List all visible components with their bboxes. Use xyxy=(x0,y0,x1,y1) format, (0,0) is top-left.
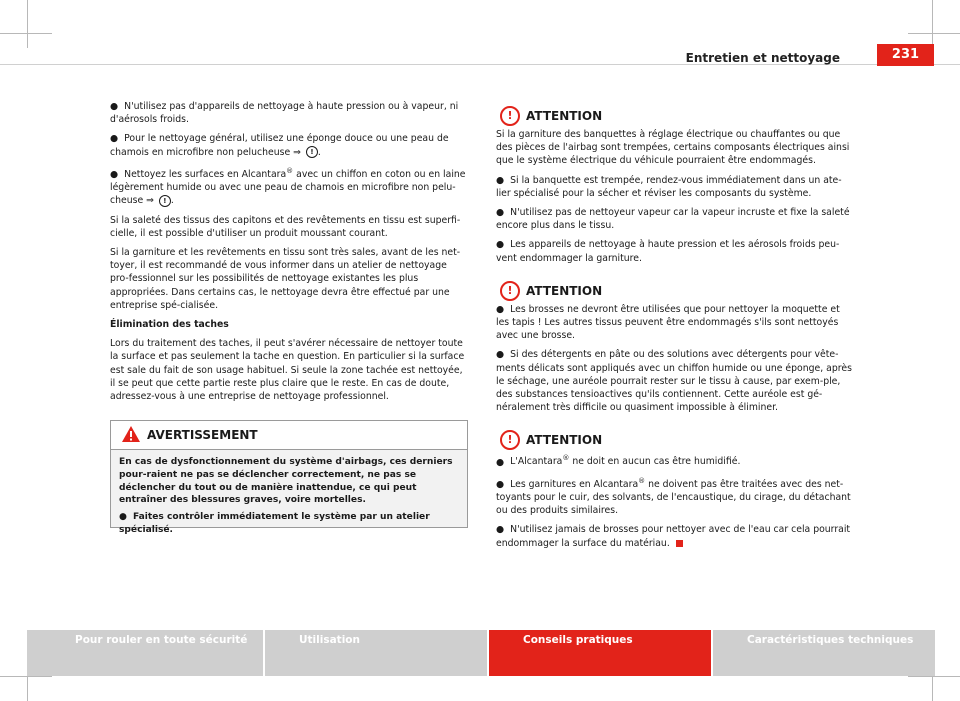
warning-body: En cas de dysfonctionnement du système d'airbags, ces derniers pour-raient ne pas se déclencher correctement, ne pas se déclencher du tout ou de manière inattendue, ce qui peut entraîner des blessures graves, voire mortelles. ● Faites contrôler immédiatement le système par un atelier spécialisé. xyxy=(119,457,453,535)
list-item: ● N'utilisez pas de nettoyeur vapeur car la vapeur incruste et fixe la saleté encore plus dans le tissu. xyxy=(496,207,850,232)
warning-box xyxy=(110,420,468,535)
attention-ref-icon: ! xyxy=(159,195,171,207)
attention-heading: ! ATTENTION xyxy=(496,281,852,299)
warning-header xyxy=(111,421,467,450)
section-heading: Élimination des taches xyxy=(110,318,229,330)
page-title: Entretien et nettoyage xyxy=(685,51,840,65)
list-item: ● Les garnitures en Alcantara® ne doivent pas être traitées avec des net-toyants pour le cuir, des solvants, de l'encaustique, du cirage, du détachant ou des produits similaires. xyxy=(496,476,851,517)
tab-operation[interactable]: Utilisation xyxy=(265,630,489,676)
crop-mark xyxy=(0,676,52,677)
end-of-section-marker xyxy=(676,540,683,547)
paragraph: Lors du traitement des taches, il peut s'avérer nécessaire de nettoyer toute la surface et pas seulement la tache en question. En particulier si la surface est sale du fait de son usage habituel. Si seule la zone tachée est nettoyée, il se peut que cette partie reste plus claire que le reste. En cas de doute, adressez-vous à une entreprise de nettoyage professionnel. xyxy=(110,338,465,402)
crop-mark xyxy=(0,33,52,34)
list-item: ● N'utilisez jamais de brosses pour nettoyer avec de l'eau car cela pourrait endommager la surface du matériau. xyxy=(496,524,851,549)
footer-nav xyxy=(27,630,935,676)
list-item: ● Pour le nettoyage général, utilisez une éponge douce ou une peau de chamois en microfibre non pelucheuse ⇒ ! . xyxy=(110,133,449,158)
right-column xyxy=(496,106,852,556)
warning-triangle-icon xyxy=(121,425,141,443)
list-item: ● N'utilisez pas d'appareils de nettoyage à haute pression ou à vapeur, ni d'aérosols froids. xyxy=(110,101,459,126)
crop-mark xyxy=(932,0,933,48)
list-item: ● L'Alcantara® ne doit en aucun cas être humidifié. xyxy=(496,454,741,468)
page-number: 231 xyxy=(877,44,934,66)
attention-ref-icon: ! xyxy=(306,146,318,158)
attention-icon: ! xyxy=(500,281,520,301)
list-item: ● Les appareils de nettoyage à haute pression et les aérosols froids peu-vent endommager la garniture. xyxy=(496,239,840,264)
paragraph: Si la garniture des banquettes à réglage électrique ou chauffantes ou que des pièces de l'airbag sont trempées, certains composants électriques ainsi que le système électrique du véhicule pourraient être endommagés. xyxy=(496,129,850,167)
paragraph: Si la saleté des tissus des capitons et des revêtements en tissu est superfi-cielle, il est possible d'utiliser un produit moussant courant. xyxy=(110,214,461,239)
tab-technical-specs[interactable]: Caractéristiques techniques xyxy=(713,630,935,676)
list-item: ● Nettoyez les surfaces en Alcantara® avec un chiffon en coton ou en laine légèrement humide ou avec une peau de chamois en microfibre non pelu-cheuse ⇒ ! . xyxy=(110,166,466,207)
crop-mark xyxy=(27,0,28,48)
paragraph: Si la garniture et les revêtements en tissu sont très sales, avant de les net-toyer, il est recommandé de vous informer dans un atelier de nettoyage pro-fessionnel sur les possibilités de nettoyage existantes les plus appropriées. Dans certains cas, le nettoyage devra être effectué par une entreprise spé-cialisée. xyxy=(110,246,461,311)
crop-mark xyxy=(908,33,960,34)
attention-heading: ! ATTENTION xyxy=(496,106,852,124)
crop-mark xyxy=(908,676,960,677)
warning-title: AVERTISSEMENT xyxy=(147,428,258,442)
attention-heading: ! ATTENTION xyxy=(496,430,852,448)
list-item: ● Si la banquette est trempée, rendez-vous immédiatement dans un ate-lier spécialisé pour la sécher et réviser les composants du système. xyxy=(496,174,842,199)
list-item: ● Les brosses ne devront être utilisées que pour nettoyer la moquette et les tapis ! Les autres tissus peuvent être endommagés s'ils sont nettoyés avec une brosse. xyxy=(496,303,840,342)
attention-icon: ! xyxy=(500,106,520,126)
tab-safety[interactable]: Pour rouler en toute sécurité xyxy=(27,630,265,676)
left-column xyxy=(110,100,466,409)
attention-icon: ! xyxy=(500,430,520,450)
list-item: ● Si des détergents en pâte ou des solutions avec détergents pour vête-ments délicats sont appliqués avec un chiffon humide ou une éponge, après le séchage, une auréole pourrait rester sur le tissu à cause, par exem-ple, des substances tensioactives qu'ils contiennent. Cette auréole est gé-néralement très difficile ou quasiment impossible à éliminer. xyxy=(496,349,852,414)
tab-practical-tips[interactable]: Conseils pratiques xyxy=(489,630,713,676)
